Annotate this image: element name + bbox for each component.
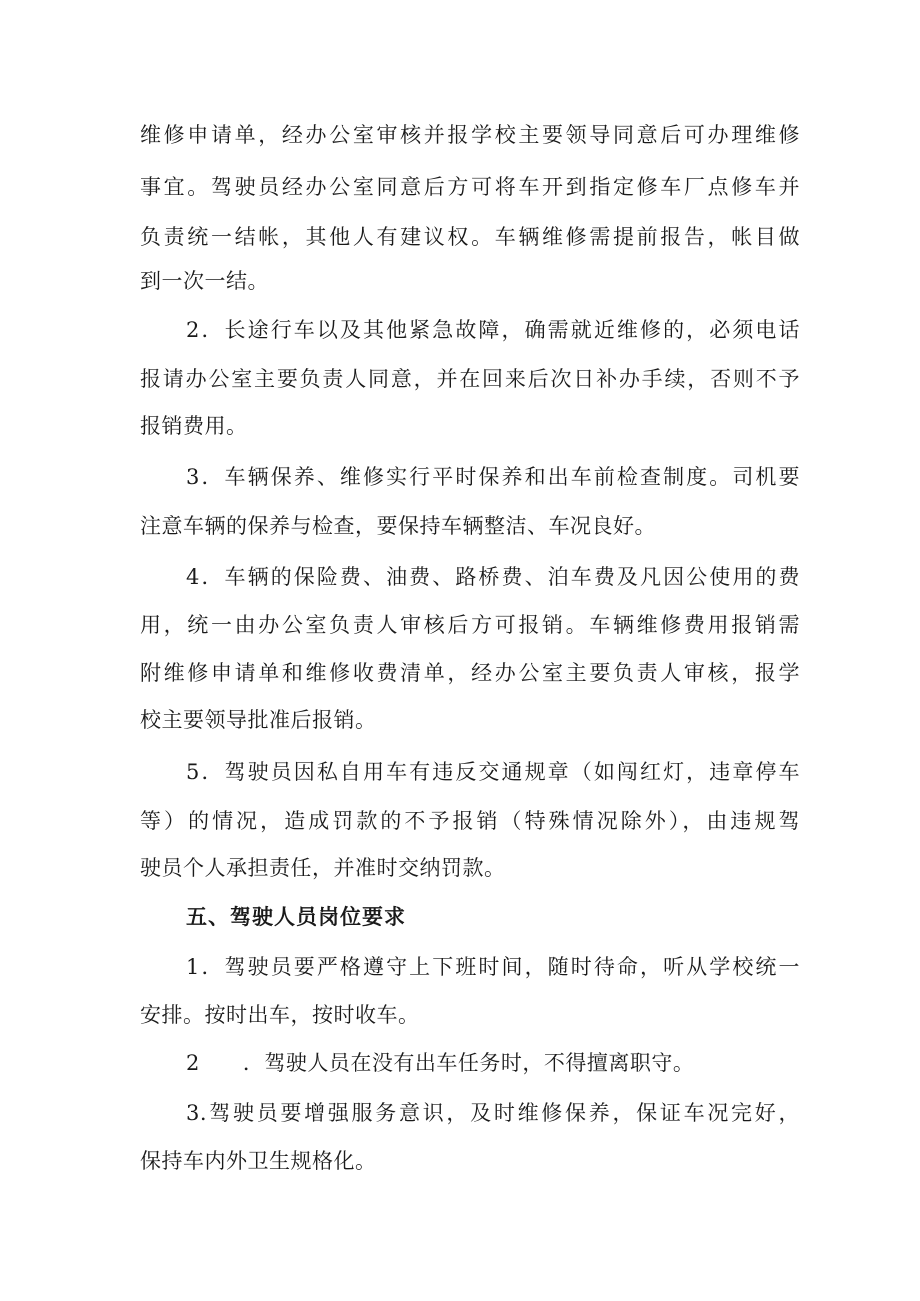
list-item-2-line: 报请办公室主要负责人同意，并在回来后次日补办手续，否则不予 — [140, 367, 800, 391]
list-item-2-line: 2．长途行车以及其他紧急故障，确需就近维修的，必须电话 — [186, 318, 800, 342]
list-item-2-line: 报销费用。 — [140, 414, 248, 438]
list-item-4-line: 用，统一由办公室负责人审核后方可报销。车辆维修费用报销需 — [140, 613, 800, 637]
list-item-5-line: 5．驾驶员因私自用车有违反交通规章（如闯红灯，违章停车 — [186, 760, 800, 784]
list-item-5-line: 等）的情况，造成罚款的不予报销（特殊情况除外），由违规驾 — [140, 809, 800, 833]
paragraph-line: 到一次一结。 — [140, 269, 269, 293]
paragraph-line: 事宜。驾驶员经办公室同意后方可将车开到指定修车厂点修车并 — [140, 175, 800, 199]
list-item-4-line: 4．车辆的保险费、油费、路桥费、泊车费及凡因公使用的费 — [186, 565, 800, 589]
section-item-3-line: 保持车内外卫生规格化。 — [140, 1149, 377, 1173]
section-item-1-line: 1．驾驶员要严格遵守上下班时间，随时待命，听从学校统一 — [186, 955, 800, 979]
list-item-4-line: 校主要领导批准后报销。 — [140, 708, 377, 732]
paragraph-line: 维修申请单，经办公室审核并报学校主要领导同意后可办理维修 — [140, 123, 800, 147]
section-item-2-line: 2 ．驾驶人员在没有出车任务时，不得擅离职守。 — [186, 1051, 695, 1075]
list-item-3-line: 注意车辆的保养与检查，要保持车辆整洁、车况良好。 — [140, 514, 656, 538]
list-item-5-line: 驶员个人承担责任，并准时交纳罚款。 — [140, 856, 506, 880]
section-item-3-line: 3.驾驶员要增强服务意识，及时维修保养，保证车况完好， — [186, 1101, 800, 1125]
list-item-3-line: 3．车辆保养、维修实行平时保养和出车前检查制度。司机要 — [186, 465, 800, 489]
paragraph-line: 负责统一结帐，其他人有建议权。车辆维修需提前报告，帐目做 — [140, 225, 800, 249]
list-item-4-line: 附维修申请单和维修收费清单，经办公室主要负责人审核，报学 — [140, 661, 800, 685]
section-heading: 五、驾驶人员岗位要求 — [186, 905, 406, 929]
section-item-1-line: 安排。按时出车，按时收车。 — [140, 1003, 420, 1027]
